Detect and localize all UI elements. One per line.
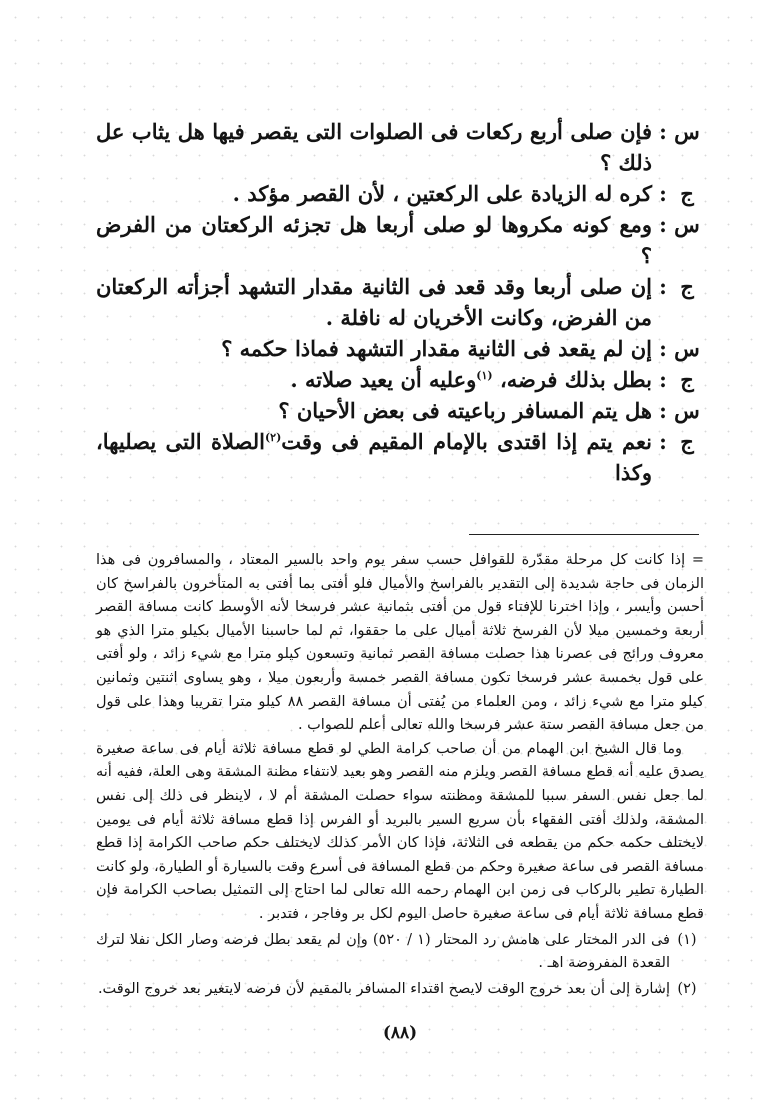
qa-answer [96,271,704,333]
footnote-ref[interactable]: (١) [476,369,493,382]
qa-text: كره له الزيادة على الركعتين ، لأن القصر مؤكد . [232,181,652,206]
qa-marker: ج [680,429,694,454]
qa-text: إن لم يقعد فى الثانية مقدار التشهد فماذا حكمه ؟ [221,336,652,361]
qa-marker: س [674,336,700,361]
qa-marker: ج [680,274,694,299]
qa-text: ومع كونه مكروها لو صلى أربعا هل تجزئه الركعتان من الفرض ؟ [96,212,652,268]
qa-question [96,116,704,178]
qa-marker: س [674,212,700,237]
qa-colon: : [659,398,667,423]
footnotes-section [96,549,704,1001]
qa-marker: س [674,398,700,423]
qa-colon: : [659,119,667,144]
qa-colon: : [659,212,667,237]
footnote-paragraph: وما قال الشيخ ابن الهمام من أن صاحب كرامة الطي لو قطع مسافة ثلاثة أيام فى ساعة صغيرة يصدق عليه أنه قطع مسافة القصر ويلزم منه القصر وهو بعيد لانتفاء مظنة المشقة وهى العلة، ففيه أنه لما جعل نفس السفر سببا للمشقة ومظنته سواء حصلت المشقة أم لا ، لاينظر فى ذلك إلى نفس المشقة، ولذلك أفتى الفقهاء بأن سريع السير بالبريد أو الفرس إذا قطع مسافة ثلاثة أيام فى يومين لايختلف حكمه حكم من يقطعه فى الثلاثة، فإذا كان الأمر كذلك لايختلف حكم صاحب الكرامة إذا قطع مسافة القصر فى ساعة صغيرة وحكم من قطع المسافة فى أسرع وقت بالسيارة أو الطيارة، ولو كانت الطيارة تطير بالركاب فى زمن ابن الهمام رحمه الله تعالى لما احتاج إلى التمثيل بصاحب الكرامة فإن قطع مسافة ثلاثة أيام فى ساعة صغيرة حاصل اليوم لكل بر وفاجر ، فتدبر . [96,740,704,922]
page-number: (٨٨) [382,1023,418,1044]
qa-marker: س [674,119,700,144]
footnote-number: (٢) [677,980,697,997]
qa-answer [96,364,704,395]
footnote-number: (١) [677,931,697,948]
footnote-ref[interactable]: (٢) [264,431,282,444]
footnote-divider [469,534,699,535]
qa-question [96,333,704,364]
qa-question [96,209,704,271]
qa-text: فإن صلى أربع ركعات فى الصلوات التى يقصر فيها هل يثاب عل ذلك ؟ [96,119,652,175]
footnote-2 [96,978,704,1002]
footnote-text: إشارة إلى أن بعد خروج الوقت لايصح اقتداء المسافر بالمقيم لأن فرضه لايتغير بعد خروج الوقت. [97,980,670,997]
qa-question [96,395,704,426]
qa-text-part: بطل بذلك فرضه، [499,367,652,392]
qa-colon: : [659,429,667,454]
qa-text-part: وعليه أن يعيد صلاته . [290,367,477,392]
qa-text-part: نعم يتم إذا اقتدى بالإمام المقيم فى وقت [281,429,653,454]
footnote-text: فى الدر المختار على هامش رد المحتار (١ / ٥٢٠) وإن لم يقعد بطل فرضه وصار الكل نفلا لترك القعدة المفروضة اهـ . [96,931,670,972]
qa-text [96,426,652,488]
qa-answer [96,178,704,209]
qa-colon: : [659,274,667,299]
qa-colon: : [659,181,667,206]
document-page [96,116,704,1043]
qa-colon: : [659,367,667,392]
qa-text: إن صلى أربعا وقد قعد فى الثانية مقدار التشهد أجزأته الركعتان من الفرض، وكانت الأخريان له نافلة . [96,274,652,330]
qa-answer [96,426,704,488]
qa-colon: : [659,336,667,361]
qa-text [96,364,652,395]
qa-text-part: الصلاة التى يصليها، وكذا [96,429,652,485]
qa-text: هل يتم المسافر رباعيته فى بعض الأحيان ؟ [278,398,652,423]
footnote-1 [96,929,704,976]
qa-section [96,116,704,488]
footnote-continuation: = إذا كانت كل مرحلة مقدّرة للقوافل حسب سفر يوم واحد بالسير المعتاد ، والمسافرون فى هذا الزمان فى حاجة شديدة إلى التقدير بالفراسخ والأميال فلو أفتى بما أفتى به المتأخرون بالفراسخ كان أحسن وأيسر ، وإذا اخترنا للإفتاء قول من أفتى بثمانية عشر فرسخا لأنه الأوسط كانت مسافة القصر أربعة وخمسين ميلا لأن الفرسخ ثلاثة أميال على ما حققوا، ثم لما حاسبنا الأميال بكيلو مترا الذي هو معروف ورائج فى عصرنا هذا حصلت مسافة القصر ثمانية وتسعون كيلو مترا مع شيء زائد ، ولو أفتى على قول بخمسة عشر فرسخا تكون مسافة القصر خمسة وأربعون ميلا ، وهو يساوى اثنتين وثمانين كيلو مترا مع شيء زائد ، ومن العلماء من يُفتى أن مسافة القصر ٨٨ كيلو مترا تقريبا وهذا على قول من جعل مسافة القصر ستة عشر فرسخا والله تعالى أعلم للصواب . [96,552,704,734]
qa-marker: ج [680,367,694,392]
qa-marker: ج [680,181,694,206]
